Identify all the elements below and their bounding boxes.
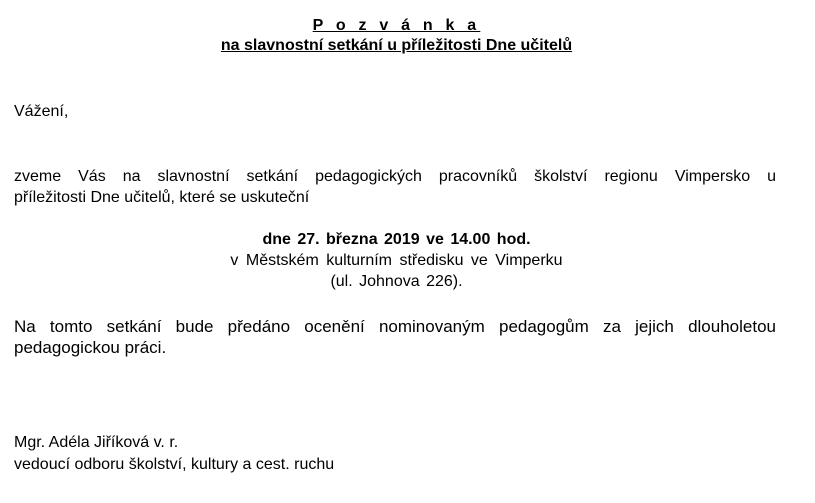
paragraph-line: příležitosti Dne učitelů, které se uskuteční	[14, 189, 310, 206]
invitation-paragraph	[14, 166, 776, 208]
event-date-time: dne 27. března 2019 ve 14.00 hod.	[262, 231, 531, 248]
greeting: Vážení,	[14, 103, 69, 120]
paragraph-line: Na tomto setkání bude předáno ocenění nominovaným pedagogům za jejich dlouholetou	[14, 317, 776, 336]
event-venue: v Městském kulturním středisku ve Vimperku	[230, 252, 563, 269]
signature-position: vedoucí odboru školství, kultury a cest. ruchu	[14, 456, 335, 473]
paragraph-line: zveme Vás na slavnostní setkání pedagogických pracovníků školství regionu Vimpersko u	[14, 168, 776, 185]
event-address: (ul. Johnova 226).	[330, 273, 463, 290]
document-title: P o z v á n k a	[312, 17, 481, 34]
document-subtitle: na slavnostní setkání u příležitosti Dne učitelů	[220, 37, 573, 54]
paragraph-line: pedagogickou práci.	[14, 338, 167, 357]
award-paragraph	[14, 316, 776, 358]
signature-name: Mgr. Adéla Jiříková v. r.	[14, 434, 179, 451]
